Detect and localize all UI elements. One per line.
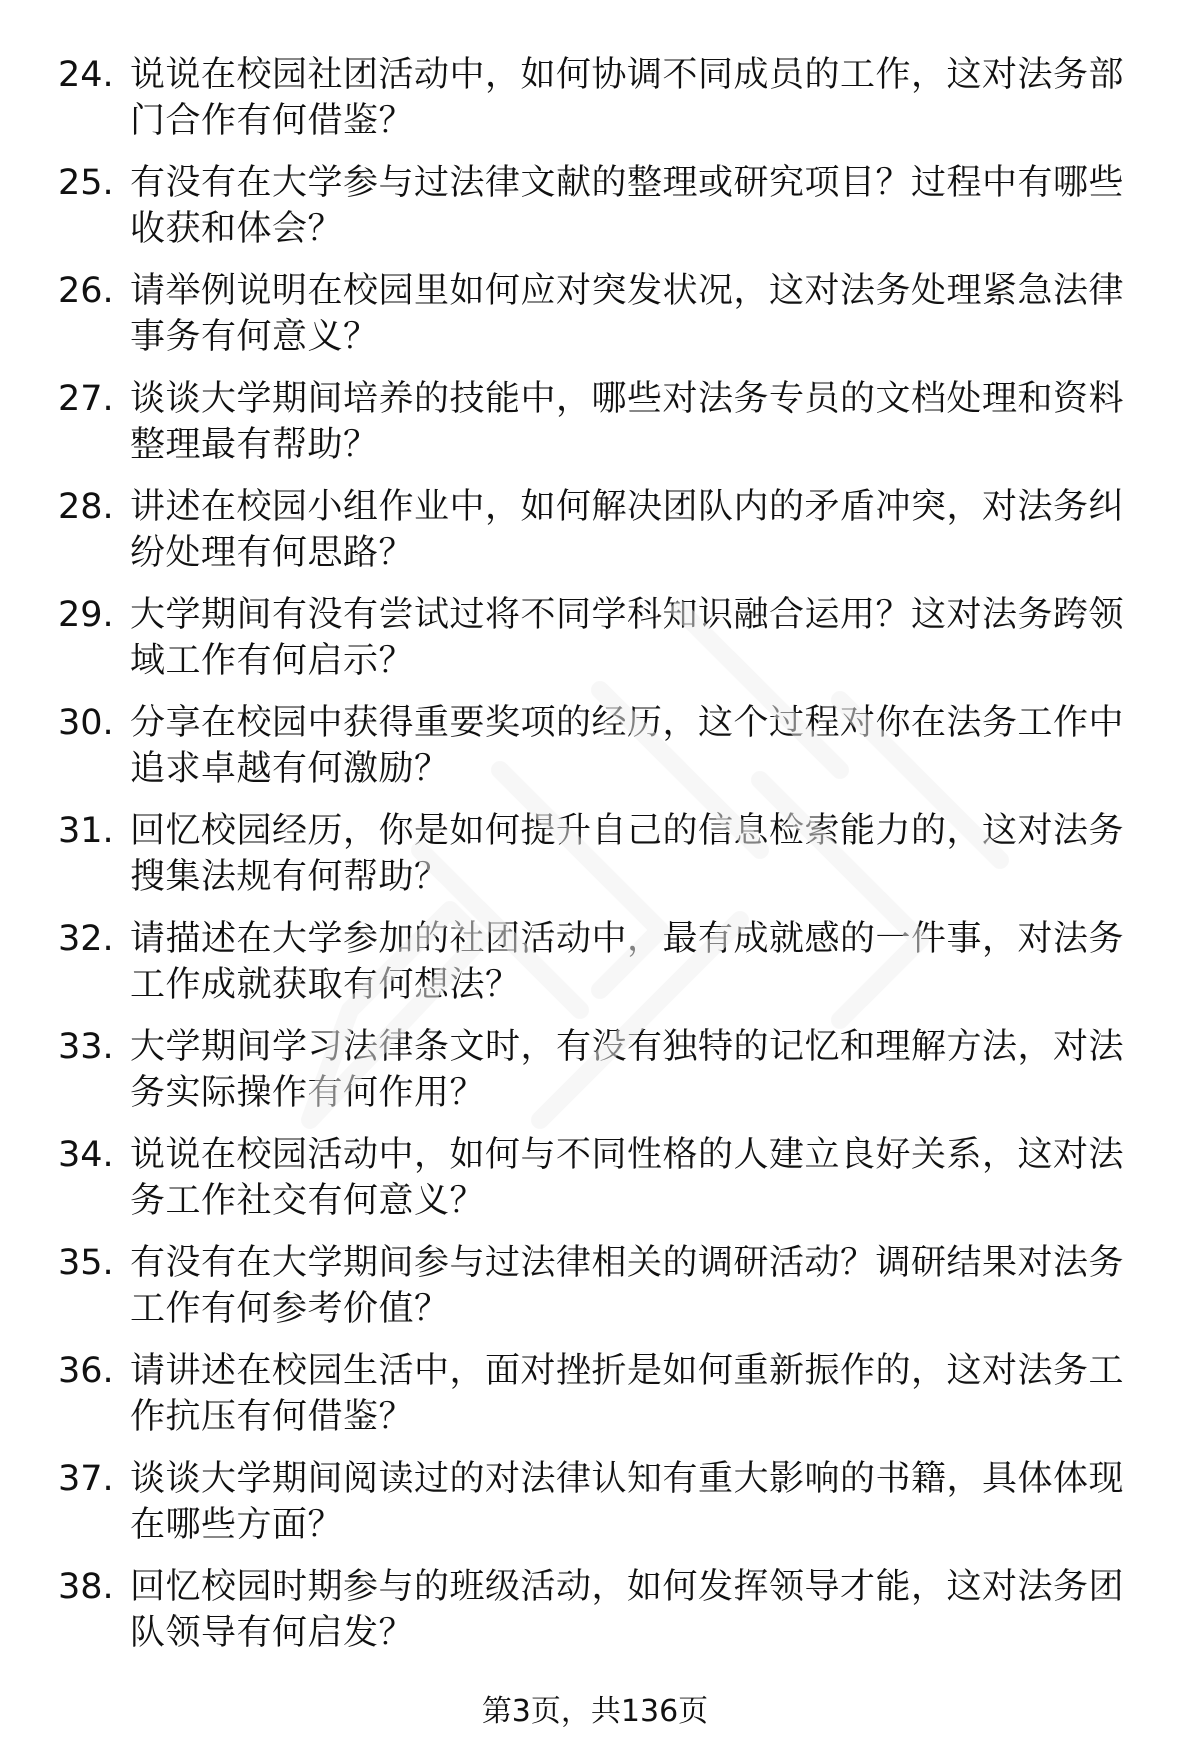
question-item (58, 1348, 1148, 1456)
question-number: 28. (58, 487, 114, 527)
question-list (58, 52, 1148, 1672)
question-number: 37. (58, 1459, 114, 1499)
question-text: 大学期间有没有尝试过将不同学科知识融合运用？这对法务跨领域工作有何启示？ (130, 595, 1125, 681)
question-number: 32. (58, 919, 114, 959)
question-number: 36. (58, 1351, 114, 1391)
question-text: 谈谈大学期间培养的技能中，哪些对法务专员的文档处理和资料整理最有帮助？ (130, 379, 1125, 465)
question-text: 说说在校园活动中，如何与不同性格的人建立良好关系，这对法务工作社交有何意义？ (130, 1135, 1125, 1221)
question-text: 谈谈大学期间阅读过的对法律认知有重大影响的书籍，具体体现在哪些方面？ (130, 1459, 1125, 1545)
question-item (58, 1024, 1148, 1132)
question-item (58, 592, 1148, 700)
question-item (58, 1240, 1148, 1348)
question-item (58, 52, 1148, 160)
page-footer: 第3页，共136页 (481, 1694, 709, 1729)
question-item (58, 700, 1148, 808)
question-item (58, 160, 1148, 268)
question-item (58, 268, 1148, 376)
question-text: 请描述在大学参加的社团活动中，最有成就感的一件事，对法务工作成就获取有何想法？ (130, 919, 1125, 1005)
question-number: 33. (58, 1027, 114, 1067)
question-number: 34. (58, 1135, 114, 1175)
question-text: 请举例说明在校园里如何应对突发状况，这对法务处理紧急法律事务有何意义？ (130, 271, 1125, 357)
question-text: 分享在校园中获得重要奖项的经历，这个过程对你在法务工作中追求卓越有何激励？ (130, 703, 1125, 789)
question-text: 讲述在校园小组作业中，如何解决团队内的矛盾冲突，对法务纠纷处理有何思路？ (130, 487, 1125, 573)
question-text: 回忆校园经历，你是如何提升自己的信息检索能力的，这对法务搜集法规有何帮助？ (130, 811, 1125, 897)
question-text: 请讲述在校园生活中，面对挫折是如何重新振作的，这对法务工作抗压有何借鉴？ (130, 1351, 1125, 1437)
question-number: 38. (58, 1567, 114, 1607)
question-item (58, 1456, 1148, 1564)
question-text: 大学期间学习法律条文时，有没有独特的记忆和理解方法，对法务实际操作有何作用？ (130, 1027, 1125, 1113)
question-number: 25. (58, 163, 114, 203)
question-number: 26. (58, 271, 114, 311)
question-number: 24. (58, 55, 114, 95)
question-item (58, 376, 1148, 484)
question-item (58, 916, 1148, 1024)
question-number: 35. (58, 1243, 114, 1283)
question-item (58, 484, 1148, 592)
question-number: 29. (58, 595, 114, 635)
question-item (58, 1564, 1148, 1672)
question-number: 30. (58, 703, 114, 743)
question-item (58, 1132, 1148, 1240)
question-text: 回忆校园时期参与的班级活动，如何发挥领导才能，这对法务团队领导有何启发？ (130, 1567, 1125, 1653)
question-text: 有没有在大学期间参与过法律相关的调研活动？调研结果对法务工作有何参考价值？ (130, 1243, 1125, 1329)
question-number: 31. (58, 811, 114, 851)
question-text: 说说在校园社团活动中，如何协调不同成员的工作，这对法务部门合作有何借鉴？ (130, 55, 1125, 141)
question-item (58, 808, 1148, 916)
question-text: 有没有在大学参与过法律文献的整理或研究项目？过程中有哪些收获和体会？ (130, 163, 1125, 249)
question-number: 27. (58, 379, 114, 419)
